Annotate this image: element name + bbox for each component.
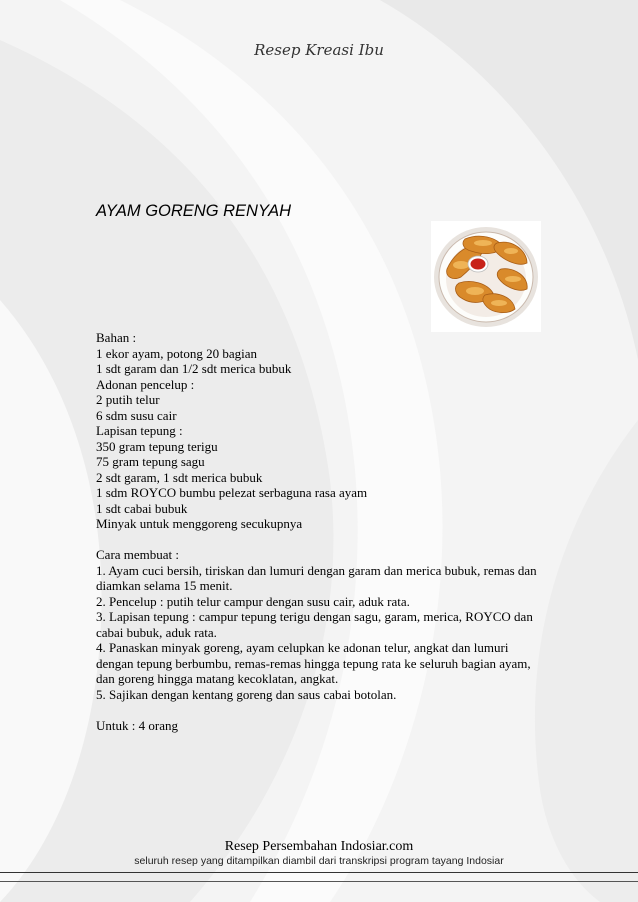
ingredient-line: 75 gram tepung sagu [96, 454, 205, 469]
spacer [96, 532, 556, 548]
footer-divider [0, 872, 638, 873]
ingredient-line: 1 sdt cabai bubuk [96, 500, 188, 516]
ingredient-line: 1 sdm ROYCO bumbu pelezat serbaguna rasa ayam [96, 485, 368, 500]
ingredient-line: 2 putih telur [96, 392, 160, 407]
method-steps [96, 563, 556, 703]
spacer [96, 702, 556, 718]
recipe-body [96, 330, 556, 733]
page-header: Resep Kreasi Ibu [254, 41, 384, 59]
method-heading: Cara membuat : [96, 547, 180, 562]
ingredient-line: Adonan pencelup : [96, 376, 195, 392]
method-line: 3. Lapisan tepung : campur tepung terigu dengan sagu, garam, merica, ROYCO dan [96, 609, 533, 624]
method-line: diamkan selama 15 menit. [96, 578, 233, 593]
method-line: 2. Pencelup : putih telur campur dengan susu cair, aduk rata. [96, 593, 410, 609]
ingredients-heading: Bahan : [96, 330, 137, 345]
ingredient-line: Lapisan tepung : [96, 423, 183, 438]
method-line: dengan tepung berbumbu, remas-remas hingga tepung rata ke seluruh bagian ayam, [96, 655, 531, 671]
method-line: 1. Ayam cuci bersih, tiriskan dan lumuri dengan garam dan merica bubuk, remas dan [96, 562, 537, 578]
serving-info: Untuk : 4 orang [96, 717, 178, 733]
footer-divider-bottom [0, 881, 638, 882]
footer-source: Resep Persembahan Indosiar.com [224, 839, 414, 854]
fried-chicken-plate-photo [431, 221, 541, 332]
ingredient-line: 1 sdt garam dan 1/2 sdt merica bubuk [96, 361, 292, 376]
ingredient-line: 6 sdm susu cair [96, 407, 177, 423]
ingredient-line: 350 gram tepung terigu [96, 438, 218, 454]
method-line: cabai bubuk, aduk rata. [96, 624, 217, 640]
ingredient-line: 2 sdt garam, 1 sdt merica bubuk [96, 469, 263, 485]
recipe-title: AYAM GORENG RENYAH [96, 202, 291, 220]
ingredient-list [96, 346, 556, 532]
ingredient-line: 1 ekor ayam, potong 20 bagian [96, 345, 258, 361]
method-line: dan goreng hingga matang kecoklatan, angkat. [96, 671, 339, 686]
footer-note: seluruh resep yang ditampilkan diambil dari transkripsi program tayang Indosiar [134, 855, 504, 867]
method-line: 5. Sajikan dengan kentang goreng dan saus cabai botolan. [96, 686, 397, 702]
method-line: 4. Panaskan minyak goreng, ayam celupkan ke adonan telur, angkat dan lumuri [96, 640, 509, 655]
ingredient-line: Minyak untuk menggoreng secukupnya [96, 516, 303, 531]
